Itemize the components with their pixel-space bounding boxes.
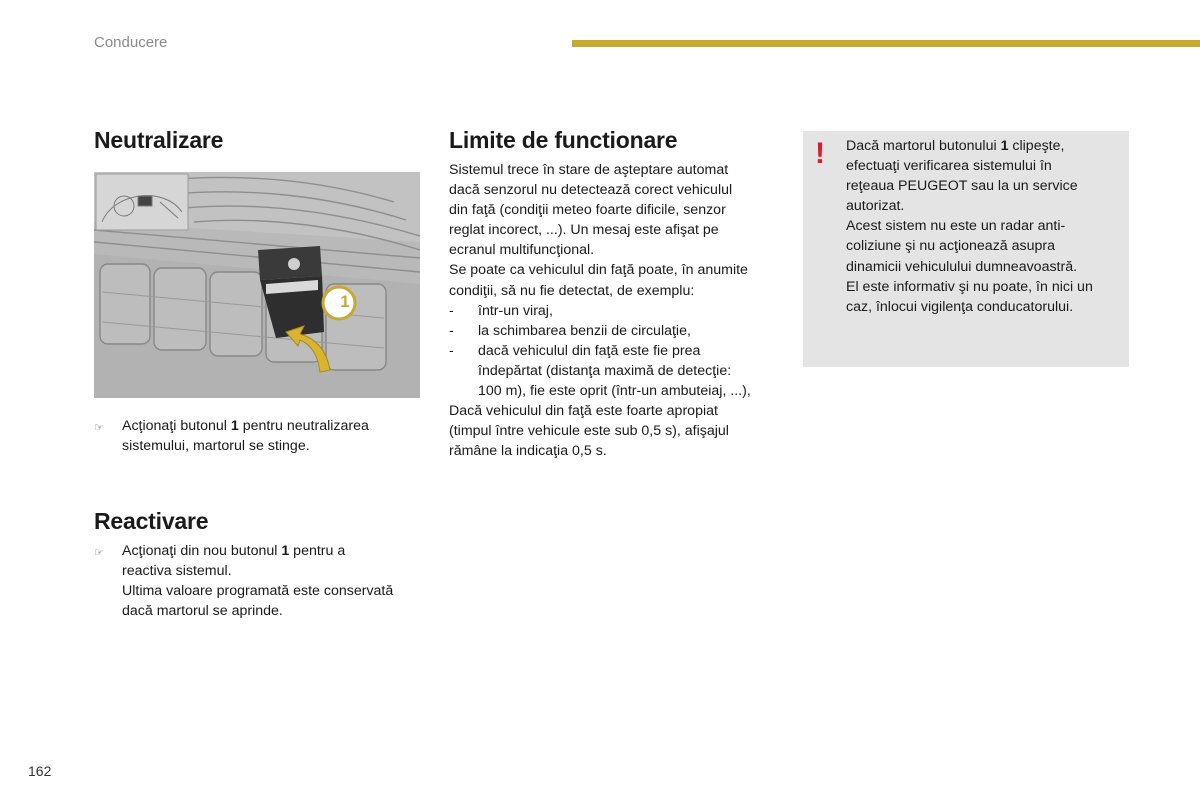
heading-reactivare: Reactivare	[94, 508, 209, 534]
section-label: Conducere	[94, 34, 168, 51]
limite-text-line: din faţă (condiţii meteo foarte dificile, senzor	[449, 202, 726, 219]
pointing-hand-icon: ☞	[94, 422, 104, 434]
limite-text-line: dacă senzorul nu detectează corect vehiculul	[449, 182, 733, 199]
limite-text-line: rămâne la indicaţia 0,5 s.	[449, 443, 607, 460]
dashboard-button-illustration	[94, 172, 420, 398]
limite-text-line: condiţii, să nu fie detectat, de exemplu:	[449, 282, 695, 299]
heading-limite: Limite de functionare	[449, 127, 678, 153]
page-number: 162	[28, 763, 52, 779]
figure-callout-number: 1	[340, 292, 350, 311]
warning-text: Dacă martorul butonului 1 clipeşte, efectuaţi verificarea sistemului în reţeaua PEUGEOT sau la un service autorizat. Acest sistem nu este un radar anti- coliziune şi nu acţionează asupra dinamicii vehiculului dumneavoastră. El este informativ şi nu poate, în nici un caz, înlocui vigilenţa conducatorului.	[846, 138, 1093, 315]
list-item: - dacă vehiculul din faţă este fie prea	[449, 342, 701, 359]
neutralizare-instruction: ☞ Acţionaţi butonul 1 pentru neutralizarea sistemului, martorul se stinge.	[94, 416, 424, 456]
list-item: - într-un viraj,	[449, 302, 553, 319]
list-item: - la schimbarea benzii de circulaţie,	[449, 322, 691, 339]
limite-text-line: ecranul multifuncţional.	[449, 242, 595, 259]
limite-text-line: Se poate ca vehiculul din faţă poate, în anumite	[449, 262, 748, 279]
limite-body	[449, 160, 784, 461]
header-accent-bar	[572, 40, 1200, 47]
list-item-continuation: îndepărtat (distanţa maximă de detecţie:	[478, 362, 732, 379]
limite-text-line: (timpul între vehicule este sub 0,5 s), afişajul	[449, 423, 729, 440]
limite-text-line: reglat incorect, ...). Un mesaj este afişat pe	[449, 222, 719, 239]
exclamation-icon: !	[815, 137, 825, 170]
limite-text-line: Dacă vehiculul din faţă este foarte apropiat	[449, 403, 718, 420]
reactivare-instruction: ☞ Acţionaţi din nou butonul 1 pentru a reactiva sistemul. Ultima valoare programată este conservată dacă martorul se aprinde.	[94, 541, 424, 621]
warning-box	[803, 131, 1129, 367]
heading-neutralizare: Neutralizare	[94, 127, 224, 153]
pointing-hand-icon: ☞	[94, 547, 104, 559]
limite-text-line: Sistemul trece în stare de aşteptare automat	[449, 162, 729, 178]
list-item-continuation: 100 m), fie este oprit (într-un ambuteiaj, ...),	[478, 383, 751, 400]
